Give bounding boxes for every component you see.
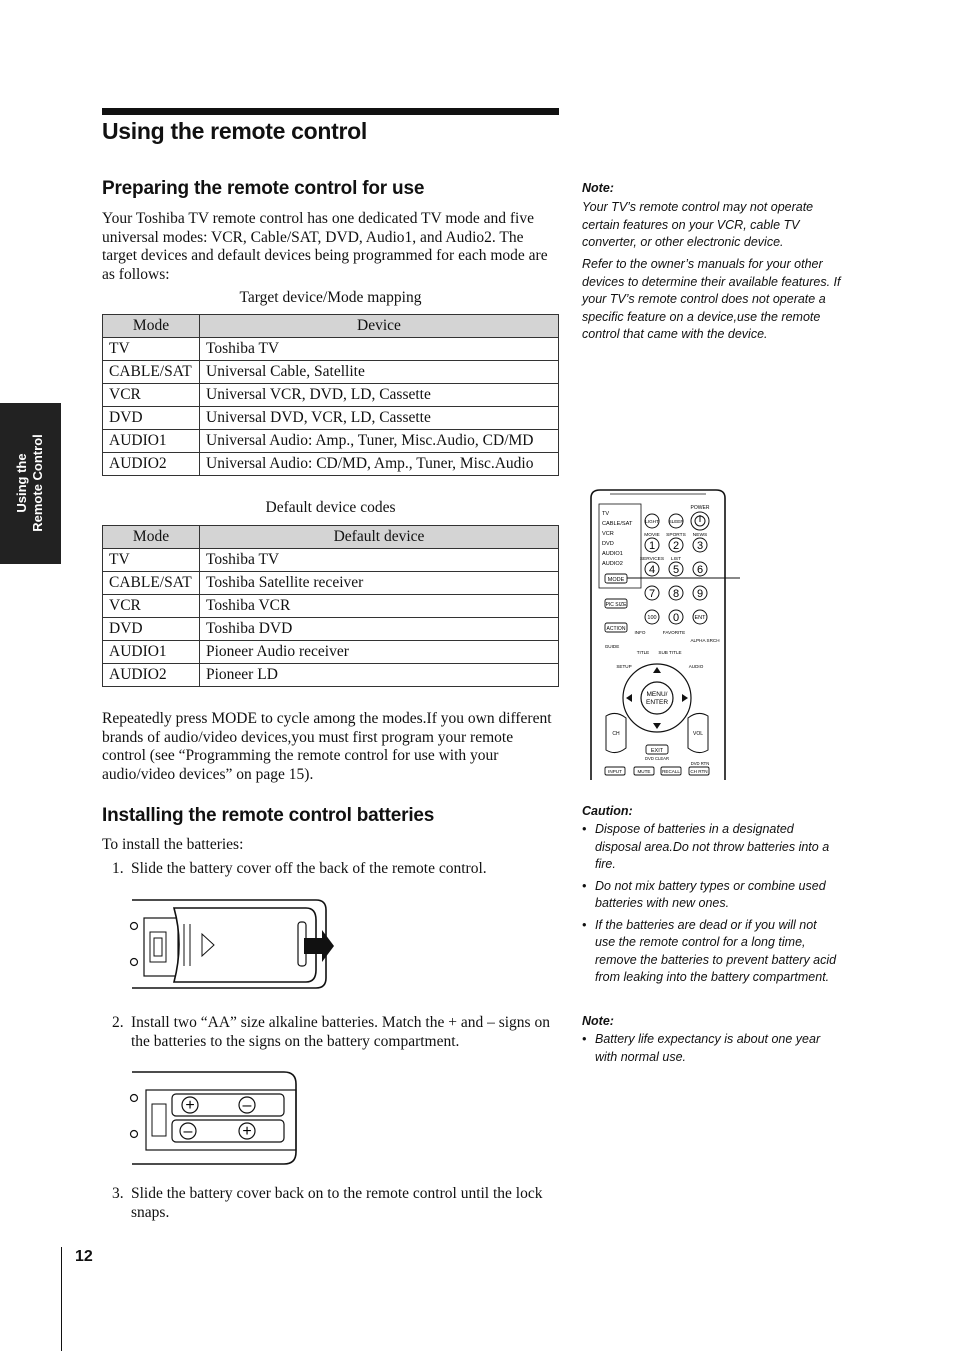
note-item-text: Battery life expectancy is about one year with normal use.	[595, 1032, 821, 1064]
digit-1: 1	[648, 540, 656, 552]
bullet: •	[582, 822, 587, 836]
device-cell: Universal Audio: Amp., Tuner, Misc.Audio, CD/MD	[200, 430, 559, 453]
ent-button: ENT	[694, 615, 706, 621]
bullet: •	[582, 878, 587, 893]
column-header: Default device	[200, 526, 559, 549]
device-cell: Toshiba VCR	[200, 595, 559, 618]
caution-heading: Caution:	[582, 804, 633, 818]
input-button: INPUT	[608, 769, 622, 774]
services-label: SERVICES	[639, 557, 665, 562]
mode-button: MODE	[607, 577, 625, 583]
footer-rule	[61, 1247, 62, 1351]
plus-sign: +	[242, 1123, 252, 1140]
mode-cell: CABLE/SAT	[103, 361, 200, 384]
table-row	[103, 407, 559, 430]
digit-6: 6	[696, 564, 704, 576]
bullet: •	[582, 917, 587, 932]
table-row	[103, 361, 559, 384]
setup-label: SETUP	[616, 664, 632, 669]
step-3	[112, 1185, 552, 1222]
subtitle-label: SUB TITLE	[658, 650, 682, 655]
battery-compartment-figure	[126, 1070, 301, 1168]
caution-item-text: Do not mix battery types or combine used batteries with new ones.	[595, 878, 826, 910]
mode-cell: AUDIO2	[103, 664, 200, 687]
mode-vcr: VCR	[602, 531, 614, 537]
mode-mapping-table	[102, 314, 559, 476]
table-row	[103, 664, 559, 687]
news-label: NEWS	[692, 533, 708, 538]
mode-cell: DVD	[103, 407, 200, 430]
mode-audio1: AUDIO1	[602, 551, 623, 557]
mode-cell: CABLE/SAT	[103, 572, 200, 595]
movie-label: MOVIE	[644, 533, 660, 538]
device-cell: Toshiba Satellite receiver	[200, 572, 559, 595]
title-label: TITLE	[636, 650, 650, 655]
column-header: Mode	[103, 315, 200, 338]
power-label: POWER	[690, 505, 710, 511]
mode-cell: VCR	[103, 384, 200, 407]
vol-label: VOL	[692, 731, 704, 737]
table-header-row	[103, 526, 559, 549]
side-tab-line-2: Remote Control	[30, 434, 45, 532]
recall-button: RECALL	[662, 769, 680, 774]
device-cell: Pioneer LD	[200, 664, 559, 687]
list-item	[582, 878, 840, 913]
device-cell: Toshiba DVD	[200, 618, 559, 641]
menu-label: MENU/	[646, 691, 668, 698]
mute-button: MUTE	[637, 769, 651, 774]
digit-0: 0	[672, 612, 680, 624]
section-heading-preparing: Preparing the remote control for use	[102, 178, 425, 199]
note-heading-2: Note:	[582, 1014, 614, 1028]
side-tab-label	[14, 434, 46, 532]
light-button: LIGHT	[645, 519, 659, 524]
step-1	[112, 860, 552, 879]
ch-rtn-button: CH RTN	[690, 769, 708, 774]
table2-caption: Default device codes	[265, 499, 396, 516]
step-number: 3.	[112, 1185, 124, 1202]
mode-cell: AUDIO1	[103, 430, 200, 453]
page-number: 12	[75, 1248, 93, 1265]
digit-5: 5	[672, 564, 680, 576]
digit-9: 9	[696, 588, 704, 600]
mode-cable-sat: CABLE/SAT	[602, 521, 633, 527]
column-header: Device	[200, 315, 559, 338]
battery-cover-figure	[126, 896, 338, 996]
remote-control-illustration	[588, 488, 743, 780]
note-heading: Note:	[582, 181, 614, 195]
digit-8: 8	[672, 588, 680, 600]
caution-item-text: If the batteries are dead or if you will not use the remote control for a long time, remove the batteries to prevent battery acid from leaking into the battery compartment.	[595, 917, 837, 984]
device-cell: Toshiba TV	[200, 338, 559, 361]
digit-3: 3	[696, 540, 704, 552]
mode-cell: AUDIO2	[103, 453, 200, 476]
digit-7: 7	[648, 588, 656, 600]
device-cell: Toshiba TV	[200, 549, 559, 572]
mode-cell: VCR	[103, 595, 200, 618]
bullet: •	[582, 1032, 587, 1046]
device-cell: Universal DVD, VCR, LD, Cassette	[200, 407, 559, 430]
action-button: ACTION	[606, 626, 626, 632]
table-row	[103, 549, 559, 572]
device-cell: Universal Cable, Satellite	[200, 361, 559, 384]
table-row	[103, 384, 559, 407]
table-row	[103, 641, 559, 664]
note2-list	[582, 1031, 832, 1066]
table-row	[103, 618, 559, 641]
dvd-rtn-label: DVD RTN	[690, 761, 710, 766]
caution-item-text: Dispose of batteries in a designated disposal area.Do not throw batteries into a fire.	[595, 822, 830, 871]
minus-sign: –	[242, 1097, 252, 1114]
step-text: Install two “AA” size alkaline batteries. Match the + and – signs on the batteries to the signs on the battery compartment.	[131, 1014, 550, 1050]
sports-label: SPORTS	[666, 533, 686, 538]
device-cell: Universal VCR, DVD, LD, Cassette	[200, 384, 559, 407]
device-cell: Universal Audio: CD/MD, Amp., Tuner, Misc.Audio	[200, 453, 559, 476]
batteries-lead: To install the batteries:	[102, 836, 244, 853]
ch-label: CH	[612, 731, 620, 737]
side-tab	[0, 403, 61, 564]
alpha-srch-label: ALPHA SRCH	[690, 638, 720, 643]
step-number: 2.	[112, 1014, 124, 1031]
table-row	[103, 595, 559, 618]
step-2	[112, 1014, 557, 1051]
mode-cell: DVD	[103, 618, 200, 641]
digit-4: 4	[648, 564, 656, 576]
table1-caption: Target device/Mode mapping	[239, 289, 422, 306]
step-number: 1.	[112, 860, 124, 877]
intro-paragraph: Your Toshiba TV remote control has one dedicated TV mode and five universal modes: VCR, Cable/SAT, DVD, Audio1, and Audio2. The target devices and default devices being programmed for each mode are as follows:	[102, 210, 548, 283]
table-row	[103, 430, 559, 453]
plus-sign: +	[185, 1097, 195, 1114]
enter-label: ENTER	[645, 699, 669, 706]
dvd-clear-label: DVD CLEAR	[645, 756, 669, 761]
page-title: Using the remote control	[102, 118, 367, 144]
mode-cell: TV	[103, 549, 200, 572]
pic-size-button: PIC SIZE	[605, 602, 627, 608]
step-text: Slide the battery cover back on to the remote control until the lock snaps.	[131, 1185, 543, 1221]
hundred-button: 100	[647, 615, 657, 621]
guide-label: GUIDE	[604, 644, 620, 649]
table-header-row	[103, 315, 559, 338]
list-item	[582, 821, 840, 874]
list-item	[582, 917, 840, 987]
table-row	[103, 453, 559, 476]
mode-audio2: AUDIO2	[602, 561, 623, 567]
mode-cell: AUDIO1	[103, 641, 200, 664]
caution-list	[582, 821, 840, 987]
mode-cell: TV	[103, 338, 200, 361]
list-label: LIST	[670, 557, 682, 562]
digit-2: 2	[672, 540, 680, 552]
exit-button: EXIT	[650, 748, 664, 754]
default-codes-table	[102, 525, 559, 687]
device-cell: Pioneer Audio receiver	[200, 641, 559, 664]
minus-sign: –	[183, 1123, 193, 1140]
title-rule	[102, 108, 559, 115]
step-text: Slide the battery cover off the back of the remote control.	[131, 860, 487, 877]
note-paragraph-2: Refer to the owner’s manuals for your other devices to determine their available features. If your TV’s remote control does not operate a specific feature on a device,use the remote control that came with the device.	[582, 257, 841, 341]
table-row	[103, 572, 559, 595]
note-paragraph-1: Your TV’s remote control may not operate certain features on your VCR, cable TV converter, or other electronic device.	[582, 200, 814, 249]
mode-tv: TV	[602, 511, 610, 517]
side-tab-line-1: Using the	[14, 453, 29, 513]
sleep-button: SLEEP	[668, 519, 684, 524]
list-item	[582, 1031, 832, 1066]
section-heading-batteries: Installing the remote control batteries	[102, 805, 435, 826]
info-label: INFO	[634, 630, 646, 635]
mode-dvd: DVD	[602, 541, 614, 547]
column-header: Mode	[103, 526, 200, 549]
mode-cycle-paragraph: Repeatedly press MODE to cycle among the modes.If you own different brands of audio/video devices,you must first program your remote control (see “Programming the remote control for use with your audio/video devices” on page 15).	[102, 710, 552, 783]
audio-label: AUDIO	[688, 664, 704, 669]
favorite-label: FAVORITE	[662, 630, 686, 635]
table-row	[103, 338, 559, 361]
